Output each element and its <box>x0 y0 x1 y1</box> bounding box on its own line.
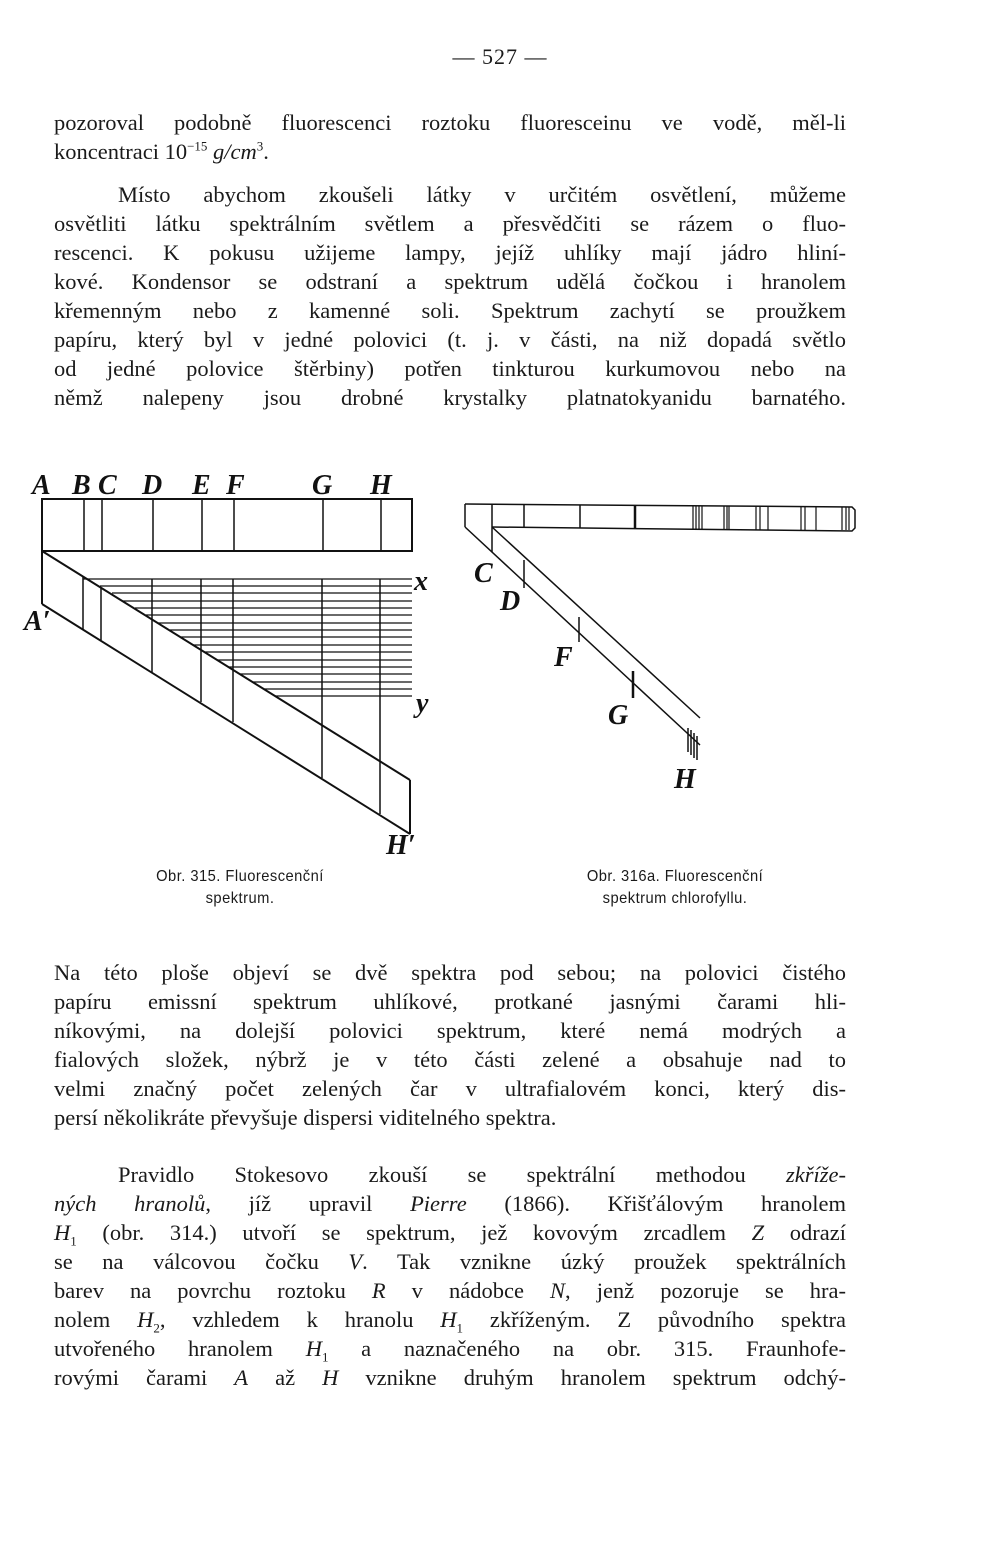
symbol: H <box>137 1307 154 1332</box>
text-span: , jíž upravil <box>205 1191 411 1216</box>
subscript: 2 <box>153 1320 160 1336</box>
text-line: persí několikráte převyšuje dispersi viditelného spektra. <box>54 1105 557 1130</box>
text-line: osvětliti látku spektrálním světlem a přesvědčiti se rázem o fluo- <box>54 211 846 236</box>
text-span: Pravidlo Stokesovo zkouší se spektrální methodou <box>118 1162 786 1187</box>
label-a-prime: A′ <box>24 606 51 637</box>
subscript: 1 <box>456 1320 464 1336</box>
text-span: , vzhledem k hranolu <box>159 1307 441 1332</box>
label-G: G <box>608 700 629 731</box>
text-span: zkříženým. Z původního spektra <box>463 1307 846 1332</box>
figure-315-caption <box>120 866 359 910</box>
label-D: D <box>142 470 163 501</box>
label-F: F <box>554 642 573 673</box>
text-line <box>54 1334 846 1363</box>
caption-line: spektrum chlorofyllu. <box>602 890 748 907</box>
text-line <box>54 1276 846 1305</box>
figure-316a-diagram <box>450 490 870 810</box>
text-span: vznikne druhým hranolem spektrum odchý- <box>338 1365 847 1390</box>
unit: g/cm <box>213 139 257 164</box>
text-span: utvořeného hranolem <box>54 1336 306 1361</box>
label-h-prime: H′ <box>386 830 416 861</box>
page-number: — 527 — <box>452 44 548 69</box>
text-span: (1866). Křišťálovým hranolem <box>466 1191 846 1216</box>
label-x: x <box>414 566 428 597</box>
text-line <box>54 1247 846 1276</box>
text-line <box>54 1305 846 1334</box>
label-D: D <box>500 586 521 617</box>
text-line: papíru emissní spektrum uhlíkové, protkané jasnými čarami hli- <box>54 989 846 1014</box>
figure-316a-caption <box>546 866 804 910</box>
caption-line: Obr. 315. Fluorescenční <box>156 868 324 885</box>
text-line: fialových složek, nýbrž je v této části zelené a obsahuje nad to <box>54 1047 846 1072</box>
text-span: se na válcovou čočku <box>54 1249 349 1274</box>
text-line <box>54 1160 846 1189</box>
text-line: němž nalepeny jsou drobné krystalky platnatokyanidu barnatého. <box>54 385 846 410</box>
text-line: pozoroval podobně fluorescenci roztoku fluoresceinu ve vodě, měl-li <box>54 110 846 135</box>
text-line <box>54 137 846 166</box>
subscript: 1 <box>70 1233 77 1249</box>
symbol: H <box>322 1365 339 1390</box>
text-span: v nádobce <box>385 1278 550 1303</box>
text-line: Místo abychom zkoušeli látky v určitém osvětlení, můžeme <box>118 182 846 207</box>
text-line <box>54 1363 846 1392</box>
label-C: C <box>98 470 117 501</box>
symbol: H <box>440 1307 457 1332</box>
symbol: R <box>371 1278 386 1303</box>
symbol: A <box>234 1365 249 1390</box>
text-span: a naznačeného na obr. 315. Fraunhofe- <box>328 1336 847 1361</box>
text-span: . Tak vznikne úzký proužek spektrálních <box>362 1249 846 1274</box>
label-H: H <box>370 470 392 501</box>
label-B: B <box>72 470 91 501</box>
text-line: Na této ploše objeví se dvě spektra pod sebou; na polovici čistého <box>54 960 846 985</box>
text-line: velmi značný počet zelených čar v ultrafialovém konci, který dis- <box>54 1076 846 1101</box>
italic-term: ných hranolů <box>54 1191 206 1216</box>
author-name: Pierre <box>410 1191 467 1216</box>
text-span: odrazí <box>764 1220 846 1245</box>
symbol: H <box>54 1220 71 1245</box>
caption-line: spektrum. <box>205 890 275 907</box>
symbol: Z <box>751 1220 765 1245</box>
text-line: níkovými, na dolejší polovici spektrum, které nemá modrých a <box>54 1018 846 1043</box>
label-H: H <box>674 764 696 795</box>
text-span: koncentraci 10 <box>54 139 188 164</box>
exponent: −15 <box>187 138 208 154</box>
symbol: N <box>550 1278 566 1303</box>
label-E: E <box>192 470 211 501</box>
text-span: nolem <box>54 1307 138 1332</box>
label-F: F <box>226 470 245 501</box>
paragraph-3 <box>54 958 846 1132</box>
label-A: A <box>32 470 51 501</box>
symbol: H <box>305 1336 322 1361</box>
caption-line: Obr. 316a. Fluorescenční <box>586 868 764 885</box>
label-y: y <box>416 688 429 719</box>
text-line <box>54 1189 846 1218</box>
text-span: (obr. 314.) utvoří se spektrum, jež kovovým zrcadlem <box>76 1220 752 1245</box>
subscript: 1 <box>321 1349 329 1365</box>
text-span: barev na povrchu roztoku <box>54 1278 372 1303</box>
italic-term: zkříže- <box>786 1162 846 1187</box>
absorption-bands <box>693 506 849 530</box>
label-G: G <box>312 470 333 501</box>
h-lines <box>688 728 697 760</box>
text-line <box>54 1218 846 1247</box>
unit-exponent: 3 <box>256 138 264 154</box>
paragraph-2 <box>54 180 846 412</box>
symbol: V <box>348 1249 363 1274</box>
figure-315-diagram <box>20 462 440 862</box>
text-line: křemenným nebo z kamenné soli. Spektrum zachytí se proužkem <box>54 298 846 323</box>
text-line: rescenci. K pokusu užijeme lampy, jejíž uhlíky mají jádro hliní- <box>54 240 846 265</box>
text-span: . <box>263 139 269 164</box>
oblique-upper-edge <box>42 551 410 780</box>
paragraph-1 <box>54 108 846 166</box>
paragraph-4 <box>54 1160 846 1392</box>
oblique-lower-edge <box>42 604 410 834</box>
text-line: papíru, který byl v jedné polovici (t. j. v části, na niž dopadá světlo <box>54 327 846 352</box>
text-span: rovými čarami <box>54 1365 235 1390</box>
top-spectrum-strip <box>42 499 412 551</box>
text-span: , jenž pozoruje se hra- <box>565 1278 847 1303</box>
text-line: od jedné polovice štěrbiny) potřen tinkturou kurkumovou nebo na <box>54 356 846 381</box>
text-span: až <box>248 1365 323 1390</box>
text-line: kové. Kondensor se odstraní a spektrum udělá čočkou i hranolem <box>54 269 846 294</box>
label-C: C <box>474 558 493 589</box>
